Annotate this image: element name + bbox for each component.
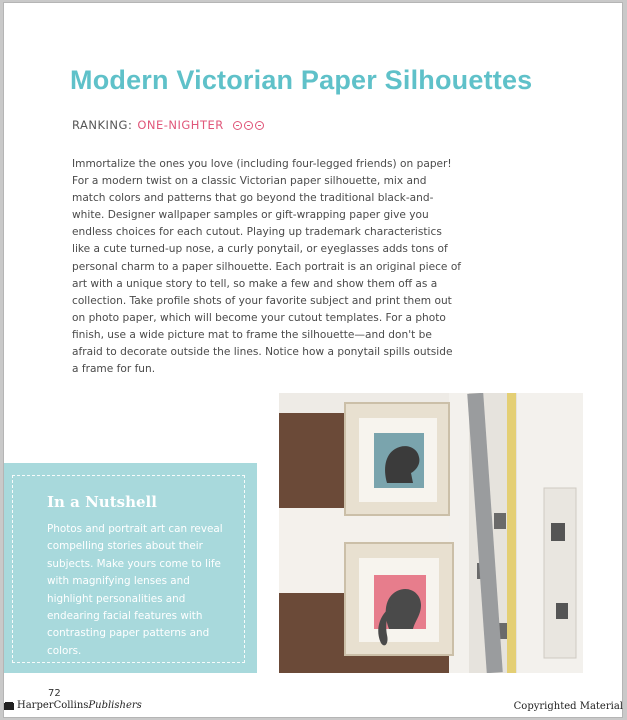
nutshell-title: In a Nutshell <box>47 493 157 511</box>
publisher-logo-icon <box>4 702 14 710</box>
article-title: Modern Victorian Paper Silhouettes <box>70 65 533 95</box>
clock-icon <box>244 121 253 130</box>
book-page <box>3 2 623 718</box>
nutshell-text: Photos and portrait art can reveal compelling stories about their subjects. Make yours come to life with magnifying lenses and highlight personalities and endearing facial features with contrasting paper patterns and colors. <box>47 523 223 657</box>
framed-silhouettes-photo <box>279 393 583 673</box>
publisher-name-italic: Publishers <box>88 700 142 711</box>
clock-icon <box>255 121 264 130</box>
photo-illustration <box>279 393 583 673</box>
publisher-name: HarperCollins <box>17 700 89 711</box>
ranking-line <box>72 118 266 132</box>
copyright-notice: Copyrighted Material <box>513 701 623 712</box>
ranking-icons <box>233 121 266 130</box>
ranking-label: RANKING: <box>72 118 133 132</box>
ranking-value: ONE-NIGHTER <box>137 118 224 132</box>
page-number: 72 <box>48 688 61 699</box>
clock-icon <box>233 121 242 130</box>
article-body: Immortalize the ones you love (including four-legged friends) on paper! For a modern twist on a classic Victorian paper silhouette, mix and match colors and patterns that go beyond the traditional black-and-white. Designer wallpaper samples or gift-wrapping paper give you endless choices for each cutout. Playing up trademark characteristics like a cute turned-up nose, a curly ponytail, or eyeglasses adds tons of personal charm to a paper silhouette. Each portrait is an original piece of art with a unique story to tell, so make a few and show them off as a collection. Take profile shots of your favorite subject and print them out on photo paper, which will become your cutout templates. For a photo finish, use a wide picture mat to frame the silhouette—and don't be afraid to decorate outside the lines. Notice how a ponytail spills outside a frame for fun. <box>72 158 462 376</box>
publisher-footer <box>4 700 142 711</box>
